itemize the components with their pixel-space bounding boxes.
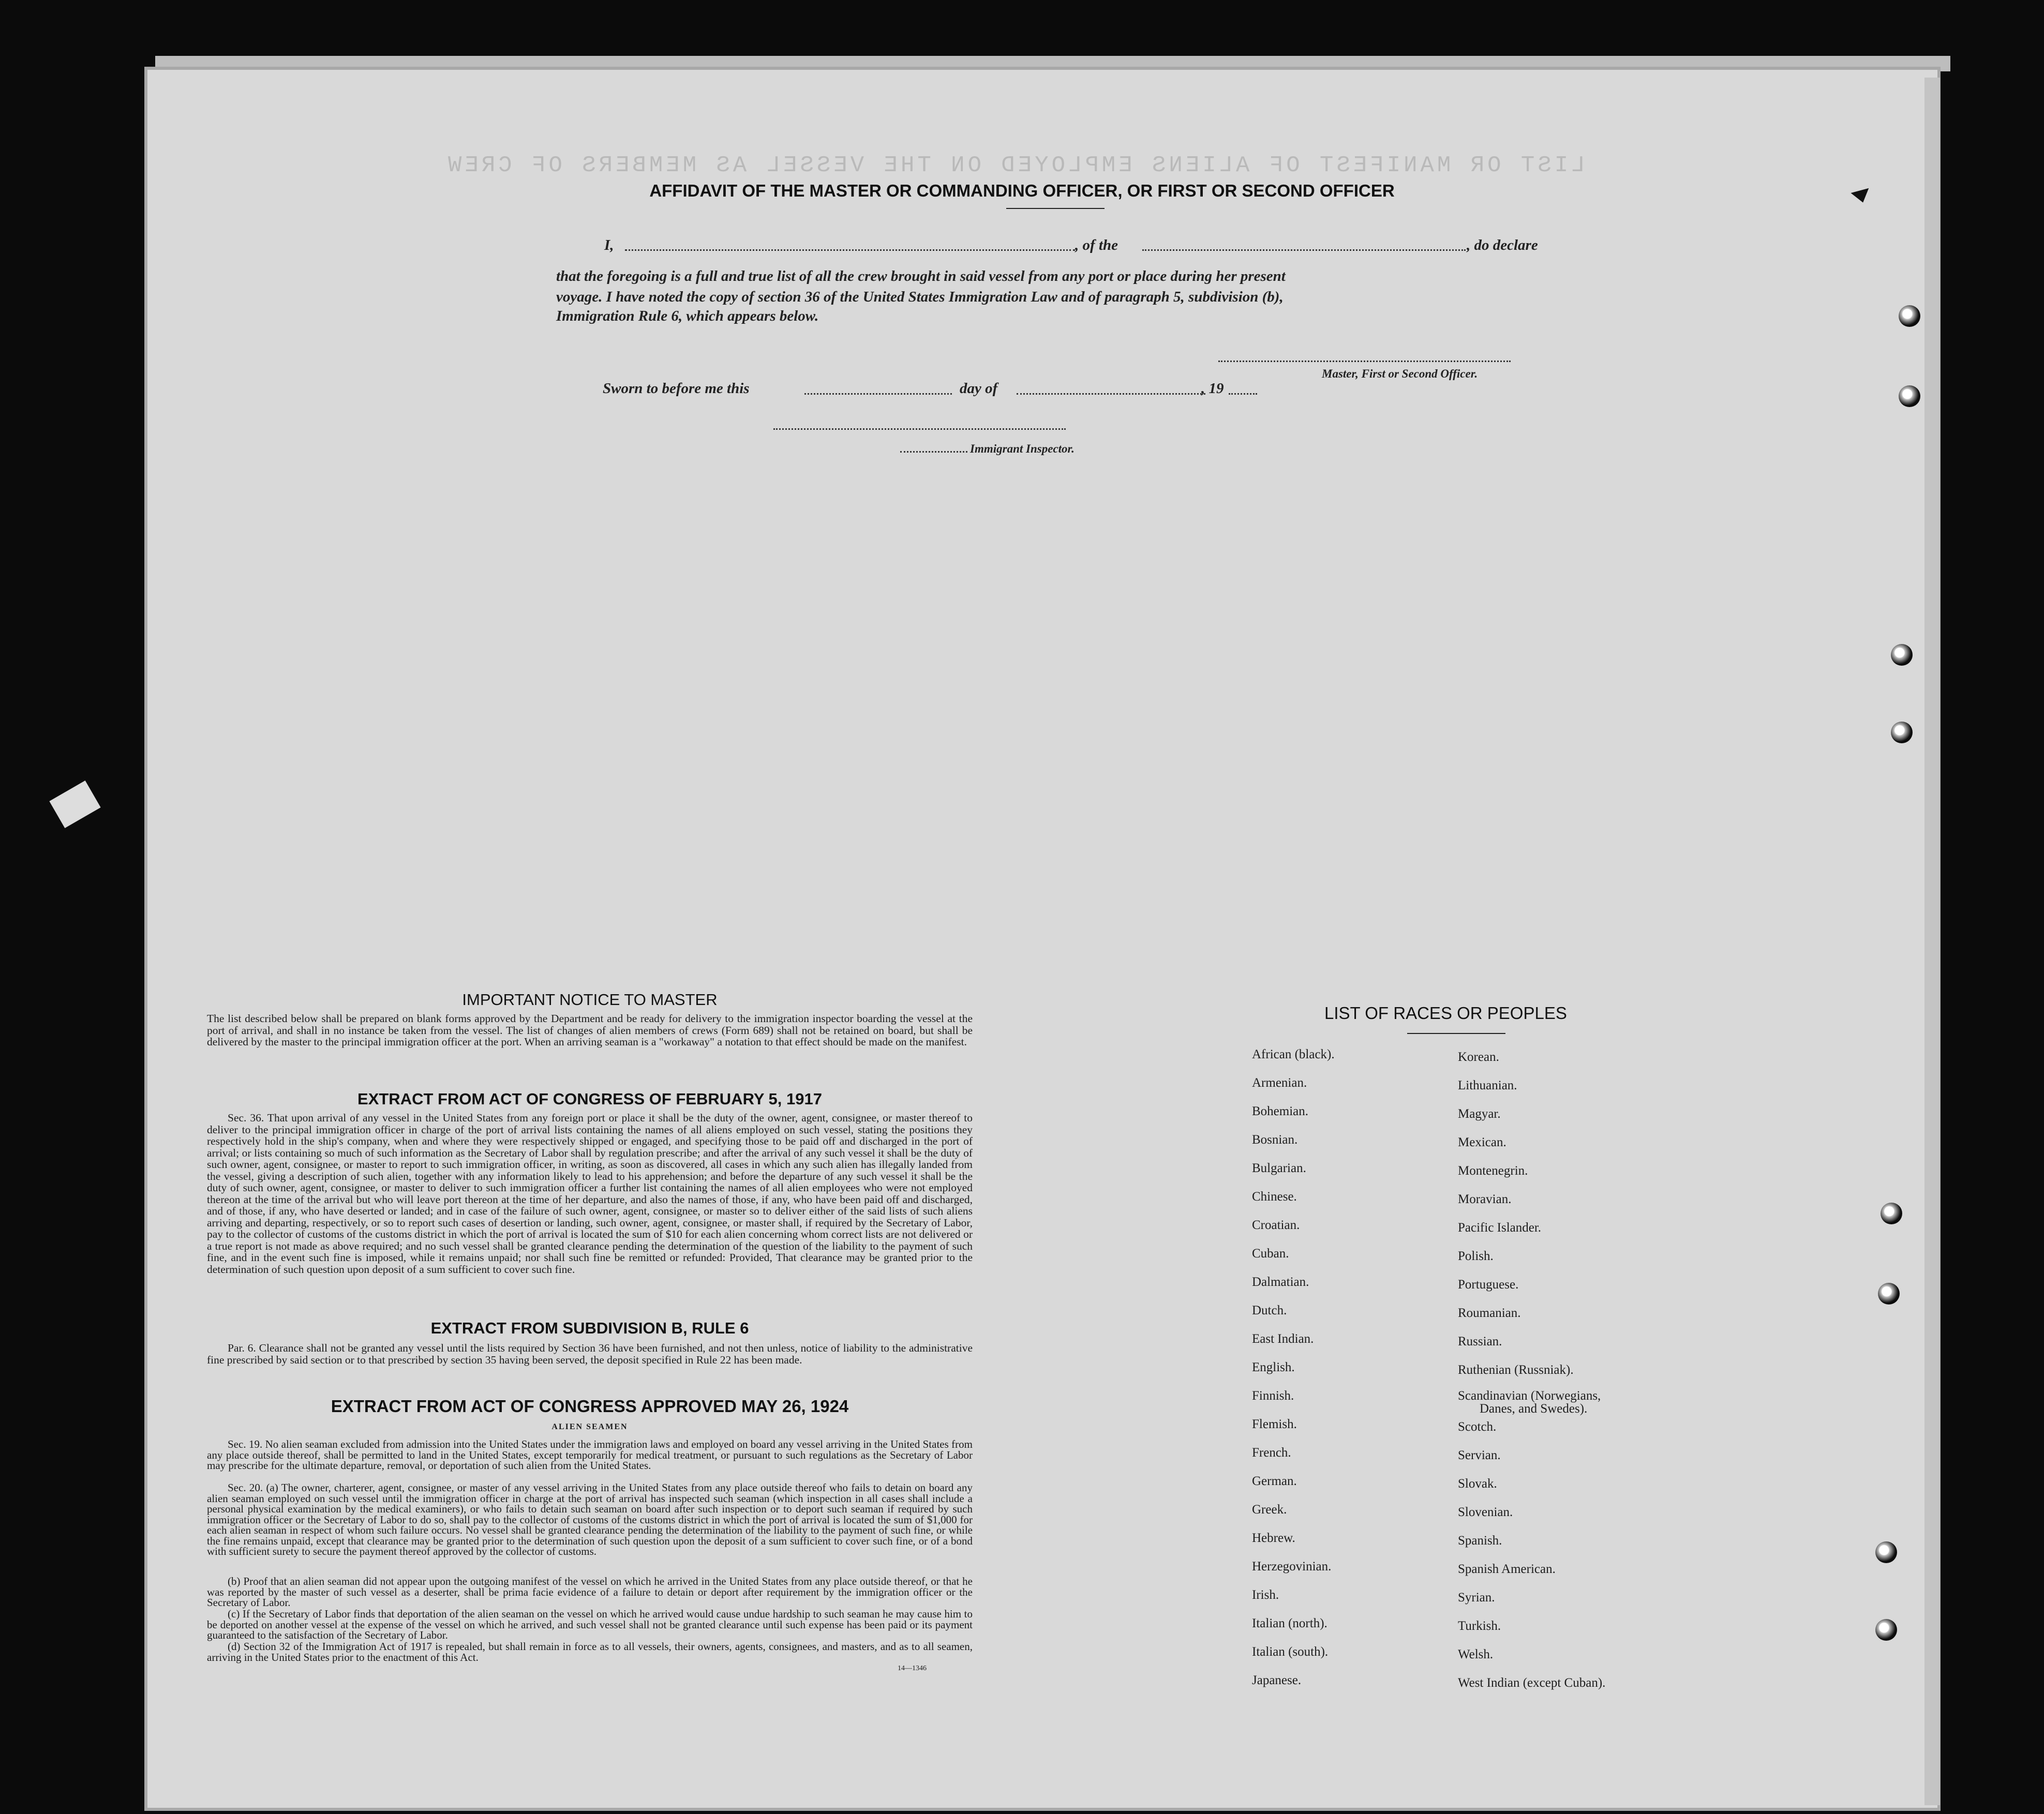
races-title-underline xyxy=(1407,1033,1505,1034)
affidavit-title: AFFIDAVIT OF THE MASTER OR COMMANDING OFFICER, OR FIRST OR SECOND OFFICER xyxy=(649,181,1395,200)
master-signature-label: Master, First or Second Officer. xyxy=(1322,367,1478,380)
punch-hole xyxy=(1891,722,1913,743)
race-item: Chinese. xyxy=(1252,1190,1297,1204)
inspector-lead-line xyxy=(900,451,967,453)
master-signature-field[interactable] xyxy=(1218,361,1511,362)
race-item: Syrian. xyxy=(1458,1591,1495,1605)
race-item: Portuguese. xyxy=(1458,1278,1519,1292)
race-item: Spanish American. xyxy=(1458,1562,1556,1576)
race-item: Roumanian. xyxy=(1458,1306,1521,1320)
declarant-name-field[interactable] xyxy=(625,249,1075,251)
sworn-month-field[interactable] xyxy=(1017,393,1205,395)
paper-scrap xyxy=(49,781,100,828)
race-item: Mexican. xyxy=(1458,1135,1506,1149)
affidavit-body-3: Immigration Rule 6, which appears below. xyxy=(556,308,819,324)
punch-hole xyxy=(1891,644,1913,666)
extract-1924-sec20b: (b) Proof that an alien seaman did not appear upon the outgoing manifest of the vessel on which he arrived in the United States from any place outside thereof, or that he was reported by the master of such vessel as a deserter, shall be prima facie evidence of a failure to detain or deport after requirement by the immigration officer or the Secretary of Labor. xyxy=(207,1575,973,1609)
race-item: Spanish. xyxy=(1458,1534,1502,1548)
race-item: Italian (south). xyxy=(1252,1645,1329,1659)
race-item: Japanese. xyxy=(1252,1673,1302,1687)
do-declare-label: , do declare xyxy=(1467,237,1538,253)
race-item: Italian (north). xyxy=(1252,1616,1327,1630)
extract-rule6-text: Par. 6. Clearance shall not be granted any vessel until the lists required by Section 36 have been furnished, and not then unless, notice of liability to the administrative fine prescribed by said section or to that prescribed by section 35 having been served, the deposit specified in Rule 22 has been made. xyxy=(207,1342,973,1366)
race-item: Ruthenian (Russniak). xyxy=(1458,1363,1574,1377)
race-item: Danes, and Swedes). xyxy=(1480,1402,1588,1416)
form-number: 14—1346 xyxy=(898,1665,927,1672)
race-item: Dalmatian. xyxy=(1252,1275,1309,1289)
race-item: Irish. xyxy=(1252,1588,1279,1602)
punch-hole xyxy=(1899,305,1920,327)
race-item: Scandinavian (Norwegians, xyxy=(1458,1389,1601,1403)
punch-hole xyxy=(1899,385,1920,407)
race-item: Slovenian. xyxy=(1458,1505,1513,1519)
race-item: Finnish. xyxy=(1252,1389,1294,1403)
race-item: Cuban. xyxy=(1252,1247,1289,1261)
extract-1917-text: Sec. 36. That upon arrival of any vessel in the United States from any foreign port or place it shall be the duty of the owner, agent, consignee, or master thereof to deliver to the principal immigration officer in charge of the port of arrival lists containing the names of all aliens employed on such vessel, stating the positions they respectively hold in the ship's company, when and where they were respectively shipped or engaged, and specifying those to be paid off and discharged in the port of arrival; or lists containing so much of such information as the Secretary of Labor shall by regulation prescribe; and after the arrival of any such vessel it shall be the duty of such owner, agent, consignee, or master to report to such immigration officer, in writing, as soon as discovered, all cases in which any such alien has illegally landed from the vessel, giving a description of such alien, together with any information likely to lead to his apprehension; and before the departure of any such vessel it shall be the duty of such owner, agent, consignee, or master to deliver to such immigration officer a further list containing the names of all alien employees who were not employed thereon at the time of the arrival but who will leave port thereon at the time of her departure, and also the names of those, if any, who have been paid off and discharged, and of those, if any, who have deserted or landed; and in case of the failure of such owner, agent, consignee, or master so to deliver either of the said lists of such aliens arriving and departing, respectively, or so to report such cases of desertion or landing, such owner, agent, consignee, or master shall, if required by the Secretary of Labor, pay to the collector of customs of the customs district in which the port of arrival is located the sum of $10 for each alien concerning whom correct lists are not delivered or a true report is not made as above required; and no such vessel shall be granted clearance pending the determination of the question of the liability to the payment of such fine, and in the event such fine is imposed, while it remains unpaid; nor shall such fine be remitted or refunded: Provided, That clearance may be granted prior to the determination of such question upon deposit of a sum sufficient to cover such fine. xyxy=(207,1112,973,1276)
race-item: Herzegovinian. xyxy=(1252,1560,1332,1573)
race-item: English. xyxy=(1252,1360,1295,1374)
of-the-label: , of the xyxy=(1075,237,1118,253)
title-underline xyxy=(1006,208,1105,209)
page-right-edge xyxy=(1924,78,1940,1805)
affidavit-body-2: voyage. I have noted the copy of section 36 of the United States Immigration Law and of paragraph 5, subdivision (b), xyxy=(556,289,1284,305)
vessel-name-field[interactable] xyxy=(1142,249,1466,251)
race-item: Korean. xyxy=(1458,1050,1499,1064)
extract-rule6-title: EXTRACT FROM SUBDIVISION B, RULE 6 xyxy=(430,1319,749,1337)
punch-hole xyxy=(1881,1203,1902,1224)
race-item: Lithuanian. xyxy=(1458,1078,1517,1092)
race-item: German. xyxy=(1252,1474,1297,1488)
declarant-label: I, xyxy=(604,237,614,253)
race-item: Magyar. xyxy=(1458,1107,1501,1121)
race-item: Scotch. xyxy=(1458,1420,1497,1434)
race-item: East Indian. xyxy=(1252,1332,1314,1346)
race-item: Armenian. xyxy=(1252,1076,1307,1090)
punch-hole xyxy=(1875,1541,1897,1563)
race-item: Slovak. xyxy=(1458,1477,1497,1491)
race-item: Flemish. xyxy=(1252,1417,1297,1431)
race-item: Bosnian. xyxy=(1252,1133,1298,1147)
notice-title: IMPORTANT NOTICE TO MASTER xyxy=(462,991,718,1009)
race-item: Bohemian. xyxy=(1252,1104,1309,1118)
extract-1917-title: EXTRACT FROM ACT OF CONGRESS OF FEBRUARY 5, 1917 xyxy=(357,1090,822,1108)
race-item: Hebrew. xyxy=(1252,1531,1295,1545)
race-item: Polish. xyxy=(1458,1249,1494,1263)
race-item: French. xyxy=(1252,1446,1291,1460)
punch-hole xyxy=(1878,1283,1900,1305)
race-item: Bulgarian. xyxy=(1252,1161,1306,1175)
race-item: Russian. xyxy=(1458,1335,1502,1348)
sworn-day-field[interactable] xyxy=(804,393,952,395)
race-item: Moravian. xyxy=(1458,1192,1512,1206)
affidavit-body-1: that the foregoing is a full and true list of all the crew brought in said vessel from any port or place during her present xyxy=(556,268,1286,284)
race-item: Turkish. xyxy=(1458,1619,1501,1633)
punch-hole xyxy=(1875,1619,1897,1641)
sworn-year-field[interactable] xyxy=(1229,393,1257,395)
year-prefix-label: , 19 xyxy=(1201,380,1224,397)
bleed-through-heading: LIST OR MANIFEST OF ALIENS EMPLOYED ON THE VESSEL AS MEMBERS OF CREW xyxy=(445,153,1585,178)
inspector-label: Immigrant Inspector. xyxy=(970,442,1075,455)
race-item: Croatian. xyxy=(1252,1218,1300,1232)
extract-1924-sec20a: Sec. 20. (a) The owner, charterer, agent, consignee, or master of any vessel arriving in the United States from any place outside thereof who fails to detain on board any alien seaman employed on such vessel until the immigration officer in charge at the port of arrival has inspected such seaman (which inspection in all cases shall include a personal physical examination by the medical examiners), or who fails to detain such seaman on board after such inspection or to deport such seaman if required by such immigration officer or the Secretary of Labor to do so, shall pay to the collector of customs of the customs district in which the port of arrival is located the sum of $1,000 for each alien seaman in respect of whom such failure occurs. No vessel shall be granted clearance pending the determination of the liability to the payment of such fine, or while the fine remains unpaid, except that clearance may be granted prior to the determination of such question upon the deposit of a sum sufficient to cover such fine, or of a bond with sufficient surety to secure the payment thereof approved by the collector of customs. xyxy=(207,1481,973,1557)
extract-1924-subtitle: ALIEN SEAMEN xyxy=(551,1422,628,1431)
notice-text: The list described below shall be prepared on blank forms approved by the Department and be ready for delivery to the immigration inspector boarding the vessel at the port of arrival, and shall in no instance be taken from the vessel. The list of changes of alien members of crews (Form 689) shall not be retained on board, but shall be delivered by the master to the principal immigration officer at the port. When an arriving seaman is a "workaway" a notation to that effect should be made on the manifest. xyxy=(207,1012,973,1048)
race-item: Greek. xyxy=(1252,1503,1287,1517)
day-of-label: day of xyxy=(960,380,998,397)
race-item: Montenegrin. xyxy=(1458,1164,1528,1178)
race-item: Servian. xyxy=(1458,1448,1501,1462)
races-title: LIST OF RACES OR PEOPLES xyxy=(1324,1003,1567,1023)
race-item: West Indian (except Cuban). xyxy=(1458,1676,1606,1690)
race-item: Dutch. xyxy=(1252,1303,1287,1317)
inspector-signature-field[interactable] xyxy=(773,428,1066,430)
race-item: African (black). xyxy=(1252,1047,1335,1061)
extract-1924-sec20d: (d) Section 32 of the Immigration Act of 1917 is repealed, but shall remain in force as to all vessels, their owners, agents, consignees, and masters, and as to all seamen, arriving in the United States prior to the enactment of this Act. xyxy=(207,1640,973,1663)
extract-1924-sec19: Sec. 19. No alien seaman excluded from admission into the United States under the immigration laws and employed on board any vessel arriving in the United States from any place outside thereof, shall be permitted to land in the United States, except temporarily for medical treatment, or pursuant to such regulations as the Secretary of Labor may prescribe for the ultimate departure, removal, or deportation of such alien from the United States. xyxy=(207,1438,973,1472)
page-top-edge xyxy=(155,56,1950,71)
extract-1924-sec20c: (c) If the Secretary of Labor finds that deportation of the alien seaman on the vessel on which he arrived would cause undue hardship to such seaman he may cause him to be deported on another vessel at the expense of the vessel on which he arrived, and such vessel shall not be granted clearance until such expense has been paid or its payment guaranteed to the satisfaction of the Secretary of Labor. xyxy=(207,1608,973,1641)
sworn-label: Sworn to before me this xyxy=(603,380,750,397)
race-item: Welsh. xyxy=(1458,1647,1494,1661)
extract-1924-title: EXTRACT FROM ACT OF CONGRESS APPROVED MAY 26, 1924 xyxy=(331,1397,849,1416)
race-item: Pacific Islander. xyxy=(1458,1221,1542,1235)
